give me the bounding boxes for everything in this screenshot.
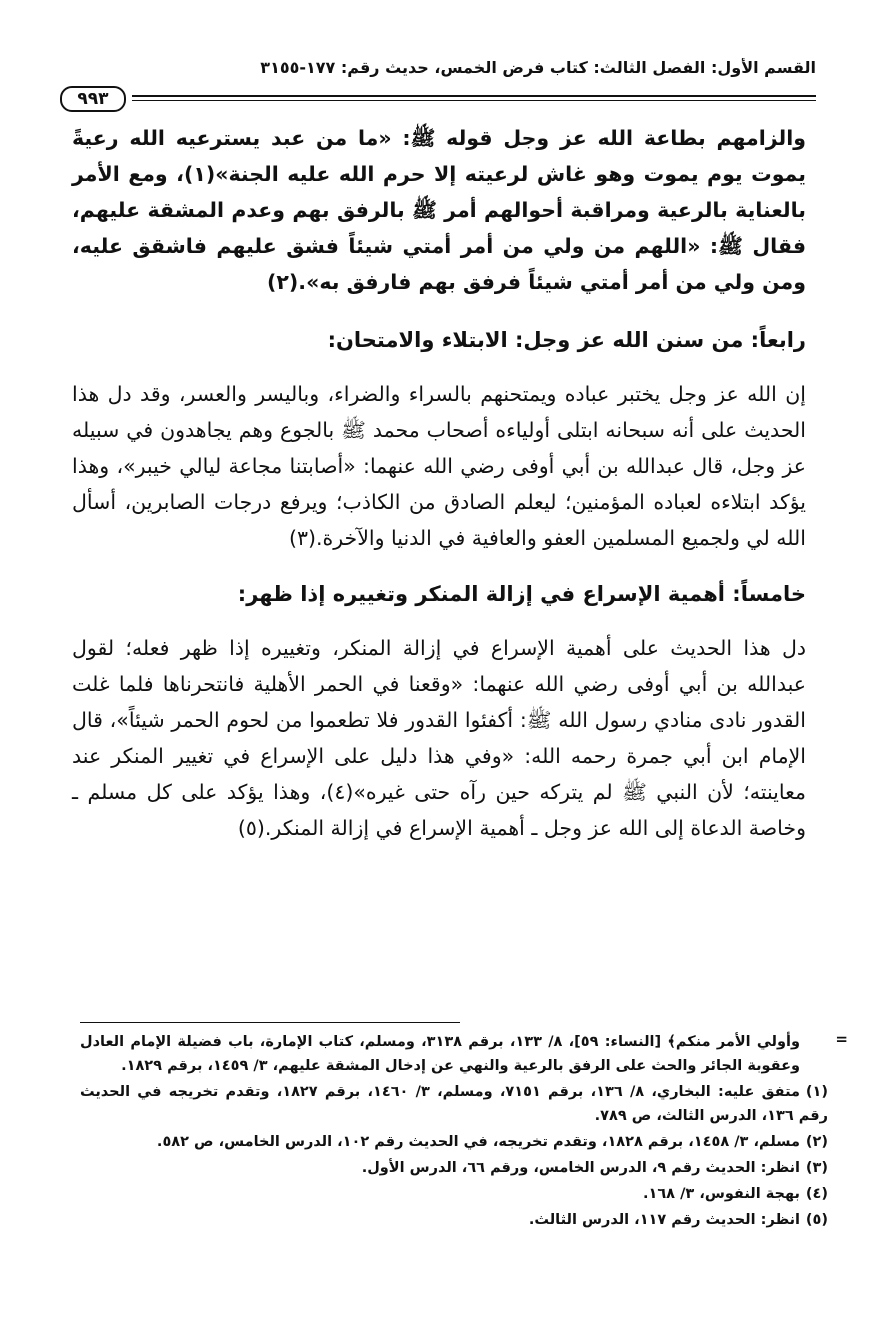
footnote-number: (٣)	[805, 1160, 828, 1176]
page-number: ٩٩٣	[60, 86, 126, 112]
footnote-5	[80, 1208, 828, 1232]
footnote-number: (٤)	[805, 1186, 828, 1202]
footnote-text: بهجة النفوس، ٣/ ١٦٨.	[642, 1186, 800, 1202]
header-rule	[60, 86, 816, 112]
footnote-text: متفق عليه: البخاري، ٨/ ١٣٦، برقم ٧١٥١، ومسلم، ٣/ ١٤٦٠، برقم ١٨٢٧، وتقدم تخريجه في الحديث رقم ١٣٦، الدرس الثالث، ص ٧٨٩.	[80, 1084, 828, 1124]
footnote-text: انظر: الحديث رقم ٩، الدرس الخامس، ورقم ٦٦، الدرس الأول.	[361, 1160, 800, 1176]
footnote-continuation-mark: =	[835, 1030, 848, 1048]
footnote-text: انظر: الحديث رقم ١١٧، الدرس الثالث.	[528, 1212, 800, 1228]
section-heading-fourth: رابعاً: من سنن الله عز وجل: الابتلاء والامتحان:	[327, 328, 806, 352]
footnote-number: (٥)	[805, 1212, 828, 1228]
footnote-number: (١)	[805, 1084, 829, 1100]
main-text	[72, 120, 806, 866]
footnote-4	[80, 1182, 828, 1206]
footnote-1	[80, 1080, 828, 1128]
footnote-separator	[80, 1022, 460, 1023]
running-header: القسم الأول: الفصل الثالث: كتاب فرض الخمس، حديث رقم: ١٧٧-٣١٥٥	[260, 58, 816, 77]
footnotes	[80, 1030, 828, 1234]
paragraph-removing-evil: دل هذا الحديث على أهمية الإسراع في إزالة المنكر، وتغييره إذا ظهر فعله؛ لقول عبدالله بن أبي أوفى رضي الله عنهما: «وقعنا في الحمر الأهلية فانتحرناها فلما غلت القدور نادى منادي رسول الله ﷺ: أكفئوا القدور فلا تطعموا من لحوم الحمر شيئاً»، قال الإمام ابن أبي جمرة رحمه الله: «وفي هذا دليل على الإسراع في تغيير المنكر عند معاينته؛ لأن النبي ﷺ لم يتركه حين رآه حتى غيره»(٤)، وهذا يؤكد على كل مسلم ـ وخاصة الدعاة إلى الله عز وجل ـ أهمية الإسراع في إزالة المنكر.(٥)	[72, 636, 806, 840]
footnote-2	[80, 1130, 828, 1154]
footnote-number: (٢)	[805, 1134, 828, 1150]
footnote-3	[80, 1156, 828, 1180]
paragraph-rulers-duty: والزامهم بطاعة الله عز وجل قوله ﷺ: «ما من عبد يسترعيه الله رعيةً يموت يوم يموت وهو غاش لرعيته إلا حرم الله عليه الجنة»(١)، ومع الأمر بالعناية بالرعية ومراقبة أحوالهم أمر ﷺ بالرفق بهم وعدم المشقة عليهم، فقال ﷺ: «اللهم من ولي من أمر أمتي شيئاً فشق عليهم فاشقق عليه، ومن ولي من أمر أمتي شيئاً فرفق بهم فارفق به».(٢)	[72, 126, 807, 294]
footnote-continuation: وأولي الأمر منكم﴾ [النساء: ٥٩]، ٨/ ١٣٣، برقم ٣١٣٨، ومسلم، كتاب الإمارة، باب فضيلة الإمام العادل وعقوبة الجائر والحث على الرفق بالرعية والنهي عن إدخال المشقة عليهم، ٣/ ١٤٥٩، برقم ١٨٢٩.	[80, 1034, 800, 1074]
footnote-text: مسلم، ٣/ ١٤٥٨، برقم ١٨٢٨، وتقدم تخريجه، في الحديث رقم ١٠٢، الدرس الخامس، ص ٥٨٢.	[156, 1134, 800, 1150]
header-rule-line	[132, 95, 816, 101]
section-heading-fifth: خامساً: أهمية الإسراع في إزالة المنكر وتغييره إذا ظهر:	[237, 582, 806, 606]
paragraph-trials: إن الله عز وجل يختبر عباده ويمتحنهم بالسراء والضراء، وباليسر والعسر، وقد دل هذا الحديث على أنه سبحانه ابتلى أولياءه أصحاب محمد ﷺ بالجوع وهم يجاهدون في سبيله عز وجل، قال عبدالله بن أبي أوفى رضي الله عنهما: «أصابتنا مجاعة ليالي خيبر»، وهذا يؤكد ابتلاءه لعباده المؤمنين؛ ليعلم الصادق من الكاذب؛ ويرفع درجات الصابرين، أسأل الله لي ولجميع المسلمين العفو والعافية في الدنيا والآخرة.(٣)	[72, 382, 806, 550]
